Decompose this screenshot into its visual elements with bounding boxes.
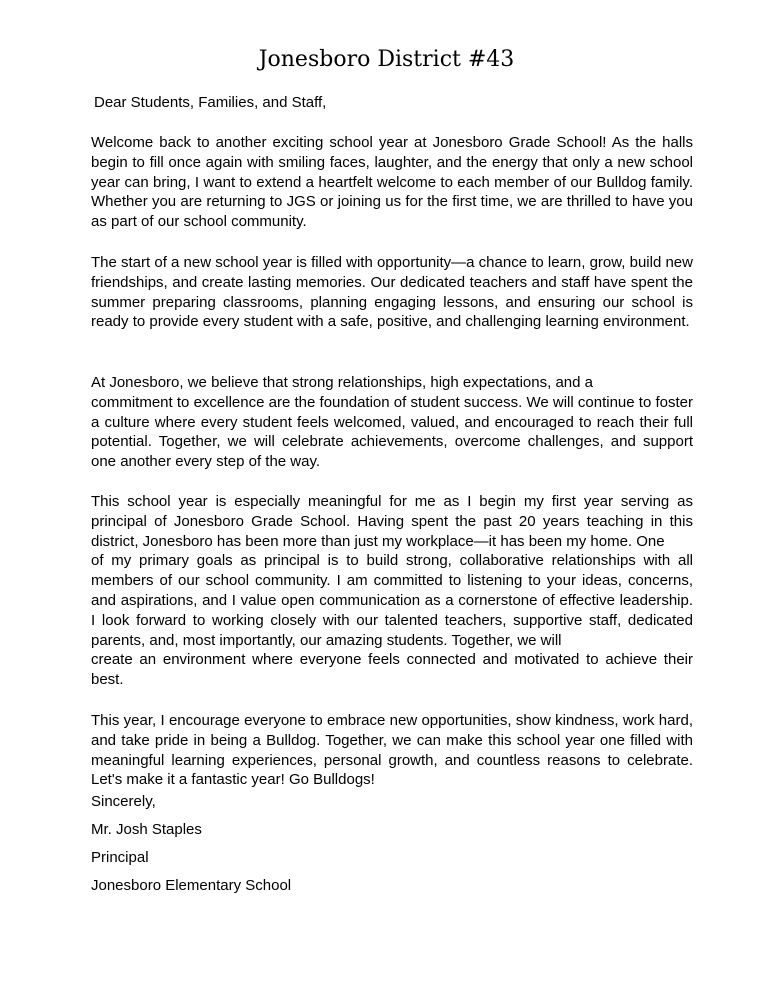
closing: Sincerely, [91,793,156,810]
paragraph-principal-part-1: This school year is especially meaningful for me as I begin my first year serving as principal of Jonesboro Grade School. Having spent the past 20 years teaching in this district, Jonesboro has been more than just my workplace—it has been my home. One [91,493,693,550]
paragraph-principal-part-2: of my primary goals as principal is to build strong, collaborative relationships with all members of our school community. I am committed to listening to your ideas, concerns, and aspirations, and I value open communication as a cornerstone of effective leadership. I look forward to working closely with our talented teachers, supportive staff, dedicated parents, and, most importantly, our amazing students. Together, we will [91,552,693,649]
signature-school: Jonesboro Elementary School [91,877,292,894]
paragraph-values-line-1: At Jonesboro, we believe that strong relationships, high expectations, and a [91,374,593,391]
paragraph-values [91,373,693,472]
paragraph-encouragement: This year, I encourage everyone to embrace new opportunities, show kindness, work hard, and take pride in being a Bulldog. Together, we can make this school year one filled with meaningful learning experiences, personal growth, and countless reasons to celebrate. Let's make it a fantastic year! Go Bulldogs! [91,712,693,789]
paragraph-principal-part-3: create an environment where everyone feels connected and motivated to achieve their best. [91,651,693,689]
paragraph-principal [91,492,693,690]
signature-title: Principal [91,849,149,866]
greeting: Dear Students, Families, and Staff, [94,94,327,111]
paragraph-opportunity: The start of a new school year is filled with opportunity—a chance to learn, grow, build new friendships, and create lasting memories. Our dedicated teachers and staff have spent the summer preparing classrooms, planning engaging lessons, and ensuring our school is ready to provide every student with a safe, positive, and challenging learning environment. [91,254,693,331]
document-title: Jonesboro District #43 [258,47,515,72]
paragraph-welcome: Welcome back to another exciting school year at Jonesboro Grade School! As the halls begin to fill once again with smiling faces, laughter, and the energy that only a new school year can bring, I want to extend a heartfelt welcome to each member of our Bulldog family. Whether you are returning to JGS or joining us for the first time, we are thrilled to have you as part of our school community. [91,134,693,231]
paragraph-values-rest: commitment to excellence are the foundation of student success. We will continue to foster a culture where every student feels welcomed, valued, and encouraged to reach their full potential. Together, we will celebrate achievements, overcome challenges, and support one another every step of the way. [91,393,693,471]
signature-name: Mr. Josh Staples [91,821,202,838]
